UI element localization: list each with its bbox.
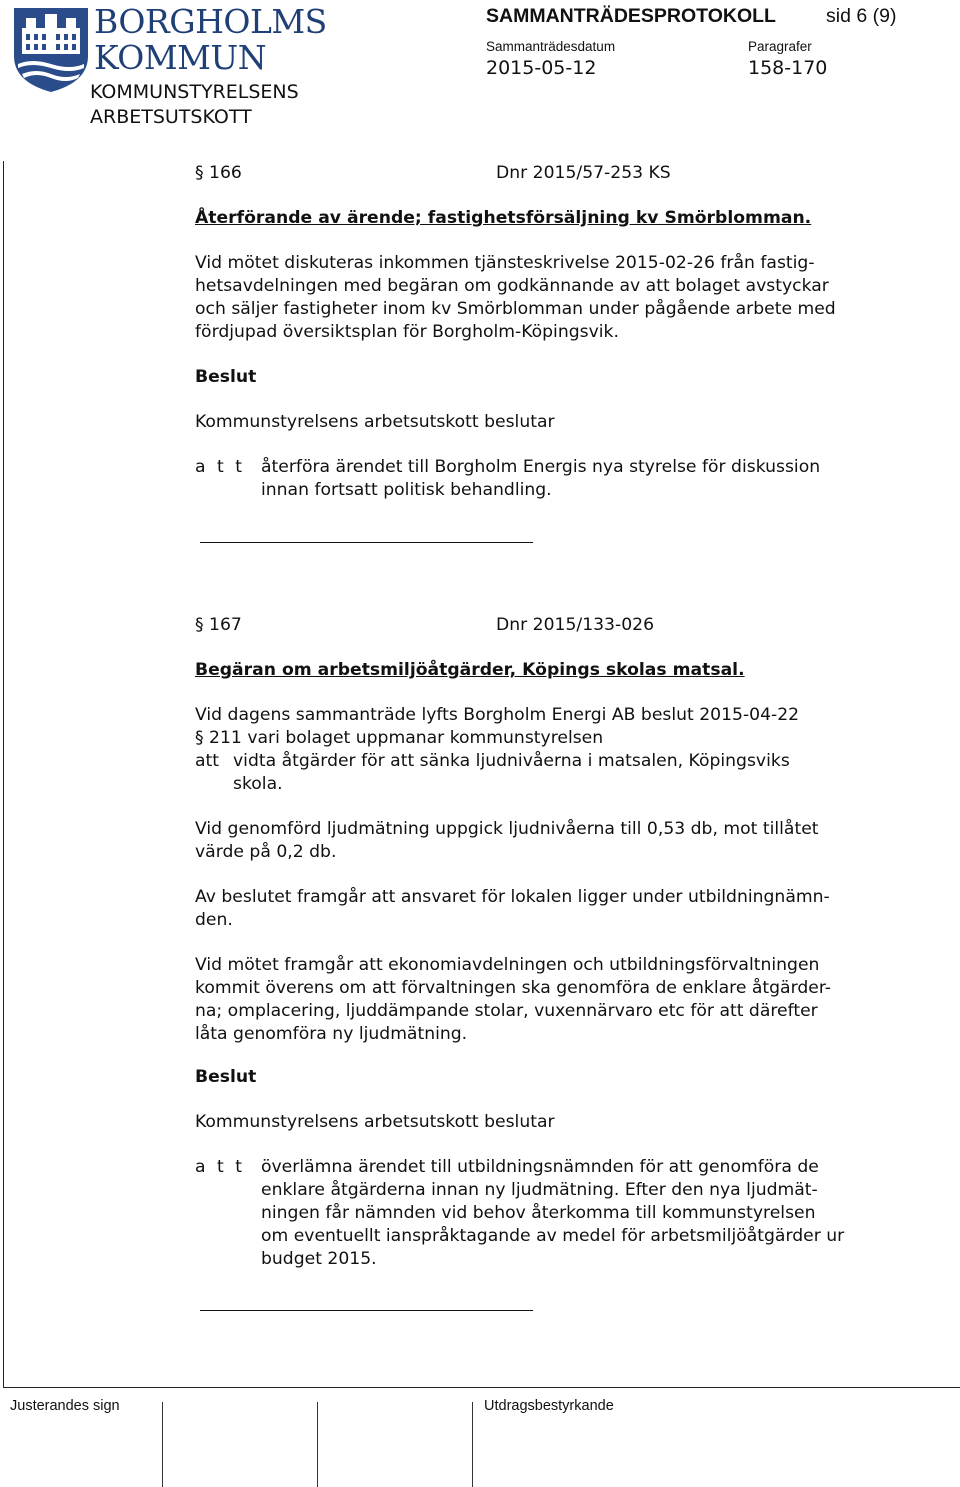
- item-dnr: Dnr 2015/57-253 KS: [496, 163, 671, 183]
- meeting-date-label: Sammanträdesdatum: [486, 39, 616, 54]
- decision-line: enklare åtgärderna innan ny ljudmätning. Efter den nya ljudmät-: [261, 1180, 818, 1200]
- signature-box-divider: [472, 1402, 473, 1487]
- body-line: vidta åtgärder för att sänka ljudnivåerna i matsalen, Köpingsviks: [233, 751, 790, 771]
- item-title: Begäran om arbetsmiljöåtgärder, Köpings skolas matsal.: [195, 660, 745, 680]
- item-number: § 167: [195, 615, 242, 635]
- brand-name-line2: KOMMUN: [94, 38, 267, 77]
- body-line: fördjupad översiktsplan för Borgholm-Köpingsvik.: [195, 322, 619, 342]
- body-line: Vid dagens sammanträde lyfts Borgholm Energi AB beslut 2015-04-22: [195, 705, 800, 725]
- body-line: § 211 vari bolaget uppmanar kommunstyrelsen: [195, 728, 604, 748]
- body-line: skola.: [233, 774, 283, 794]
- org-name-line2: ARBETSUTSKOTT: [90, 106, 252, 128]
- paragraphs-value: 158-170: [748, 57, 828, 79]
- body-line: den.: [195, 910, 233, 930]
- body-line: na; omplacering, ljuddämpande stolar, vuxennärvaro etc för att därefter: [195, 1001, 818, 1021]
- signature-label: Justerandes sign: [10, 1398, 120, 1414]
- decision-line: om eventuellt ianspråktagande av medel för arbetsmiljöåtgärder ur: [261, 1226, 845, 1246]
- body-line: låta genomföra ny ljudmätning.: [195, 1024, 468, 1044]
- body-line: Av beslutet framgår att ansvaret för lokalen ligger under utbildningnämn-: [195, 887, 830, 907]
- decision-intro: Kommunstyrelsens arbetsutskott beslutar: [195, 412, 555, 432]
- document-title: SAMMANTRÄDESPROTOKOLL: [486, 5, 776, 27]
- section-divider: [200, 1310, 533, 1311]
- body-line: Vid mötet diskuteras inkommen tjänsteskrivelse 2015-02-26 från fastig-: [195, 253, 815, 273]
- org-name-line1: KOMMUNSTYRELSENS: [90, 81, 299, 103]
- signature-box-divider: [162, 1402, 163, 1487]
- signature-box-divider: [317, 1402, 318, 1487]
- decision-line: återföra ärendet till Borgholm Energis nya styrelse för diskussion: [261, 457, 821, 477]
- item-dnr: Dnr 2015/133-026: [496, 615, 655, 635]
- att-label: att: [195, 751, 220, 771]
- att-label: a t t: [195, 457, 245, 477]
- page-number: sid 6 (9): [826, 5, 897, 27]
- body-line: Vid genomförd ljudmätning uppgick ljudnivåerna till 0,53 db, mot tillåtet: [195, 819, 819, 839]
- extract-certification-label: Utdragsbestyrkande: [484, 1398, 614, 1414]
- body-line: hetsavdelningen med begäran om godkännande av att bolaget avstyckar: [195, 276, 829, 296]
- decision-line: innan fortsatt politisk behandling.: [261, 480, 552, 500]
- body-line: och säljer fastigheter inom kv Smörblomman under pågående arbete med: [195, 299, 836, 319]
- paragraphs-label: Paragrafer: [748, 39, 812, 54]
- item-number: § 166: [195, 163, 242, 183]
- item-title: Återförande av ärende; fastighetsförsäljning kv Smörblomman.: [195, 208, 812, 228]
- municipality-crest-logo: [10, 4, 92, 94]
- brand-name-line1: BORGHOLMS: [94, 2, 327, 41]
- body-line: Vid mötet framgår att ekonomiavdelningen och utbildningsförvaltningen: [195, 955, 820, 975]
- footer-rule: [3, 1387, 960, 1388]
- body-line: kommit överens om att förvaltningen ska genomföra de enklare åtgärder-: [195, 978, 832, 998]
- decision-intro: Kommunstyrelsens arbetsutskott beslutar: [195, 1112, 555, 1132]
- left-margin-rule: [3, 161, 4, 1387]
- meeting-date-value: 2015-05-12: [486, 57, 597, 79]
- att-label: a t t: [195, 1157, 245, 1177]
- body-line: värde på 0,2 db.: [195, 842, 337, 862]
- decision-line: överlämna ärendet till utbildningsnämnden för att genomföra de: [261, 1157, 819, 1177]
- decision-heading: Beslut: [195, 1067, 257, 1087]
- decision-line: budget 2015.: [261, 1249, 377, 1269]
- decision-heading: Beslut: [195, 367, 257, 387]
- section-divider: [200, 542, 533, 543]
- decision-line: ningen får nämnden vid behov återkomma till kommunstyrelsen: [261, 1203, 816, 1223]
